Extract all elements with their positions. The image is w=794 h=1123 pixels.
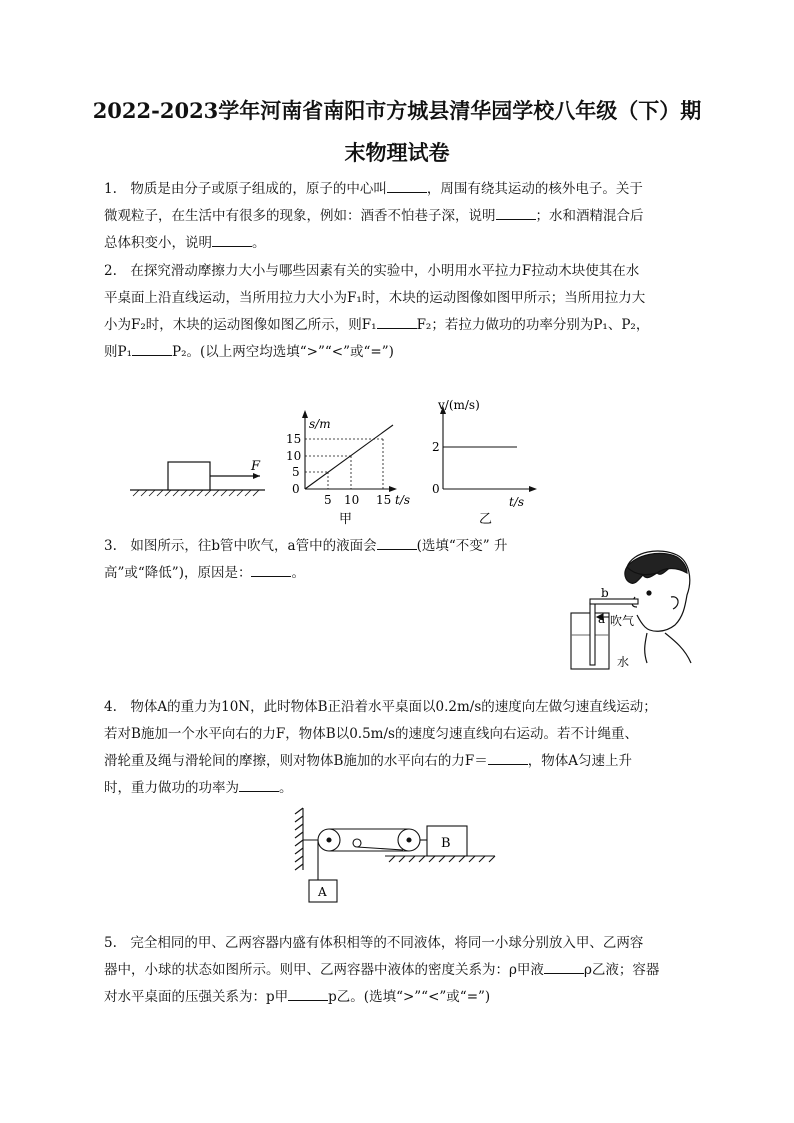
jia-x-tick: 5: [324, 493, 332, 507]
answer-blank[interactable]: [251, 562, 291, 577]
yi-caption: 乙: [479, 512, 493, 527]
paper-title-line2: 末物理试卷: [344, 140, 450, 165]
question-3: 3. 如图所示，往b管中吹气，a管中的液面会 (选填“不变” 升 高”或“降低”)，原因是： 。: [104, 533, 594, 587]
tube-a-label: a: [598, 612, 606, 626]
question-2: 2. 在探究滑动摩擦力大小与哪些因素有关的实验中，小明用水平拉力F拉动木块使其在水 平桌面上沿直线运动，当所用拉力大小为F₁时，木块的运动图像如图甲所示；当所用拉力大 小为F₂时，木块的运动图像如图乙所示，则F₁ F₂；若拉力做功的功率分别为P₁、P₂， 则P₁ P₂。(以上两空均选填“>”“<”或“=”): [104, 263, 650, 360]
question-5: 5. 完全相同的甲、乙两容器内盛有体积相等的不同液体，将同一小球分别放入甲、乙两容 器中，小球的状态如图所示。则甲、乙两容器中液体的密度关系为：ρ甲液 ρ乙液；容器 对水平桌面的压强关系为：p甲 p乙。(选填“>”“<”或“=”): [104, 935, 660, 1005]
graph-yi: [432, 398, 537, 527]
jia-y-tick: 10: [286, 449, 302, 463]
jia-y-tick: 15: [286, 432, 302, 446]
jia-y-tick: 0: [292, 482, 300, 496]
answer-blank[interactable]: [488, 750, 528, 765]
block-a-label: A: [318, 885, 327, 899]
wood-block: [168, 462, 210, 490]
yi-x-label: t/s: [509, 495, 525, 509]
boy-illustration: [625, 551, 691, 663]
jia-x-tick: 15: [376, 493, 392, 507]
answer-blank[interactable]: [212, 232, 252, 247]
answer-blank[interactable]: [544, 959, 584, 974]
block-diagram: [130, 459, 265, 496]
yi-y-tick: 2: [432, 440, 440, 454]
answer-blank[interactable]: [377, 314, 417, 329]
answer-blank[interactable]: [239, 777, 279, 792]
jia-x-label: t/s: [395, 493, 411, 507]
distance-time-line: [305, 425, 393, 489]
question-4: 4. 物体A的重力为10N，此时物体B正沿着水平桌面以0.2m/s的速度向左做匀速直线运动； 若对B施加一个水平向右的力F，物体B以0.5m/s的速度匀速直线向右运动。若不计绳重、 滑轮重及绳与滑轮间的摩擦，则对物体B施加的水平向右的力F＝ ，物体A匀速上升 时，重力做功的功率为 。: [104, 699, 657, 796]
paper-title-line1: 2022-2023学年河南省南阳市方城县清华园学校八年级（下）期: [92, 98, 702, 123]
tube-b: [590, 599, 638, 604]
answer-blank[interactable]: [377, 535, 417, 550]
answer-blank[interactable]: [496, 205, 536, 220]
yi-y-tick: 0: [432, 482, 440, 496]
force-label: F: [251, 459, 261, 474]
jia-x-tick: 10: [344, 493, 360, 507]
jia-caption: 甲: [339, 512, 353, 527]
water-label: 水: [617, 655, 630, 669]
jia-y-label: s/m: [309, 417, 331, 431]
yi-y-label: v/(m/s): [438, 398, 480, 412]
block-b-label: B: [441, 836, 451, 851]
answer-blank[interactable]: [387, 178, 427, 193]
blow-label: 吹气: [610, 614, 635, 628]
answer-blank[interactable]: [288, 986, 328, 1001]
jia-y-tick: 5: [292, 465, 300, 479]
graph-jia: [286, 410, 410, 527]
question-1: 1. 物质是由分子或原子组成的，原子的中心叫 ，周围有绕其运动的核外电子。关于 微观粒子，在生活中有很多的现象，例如：酒香不怕巷子深，说明 ；水和酒精混合后 总体积变小，说明 。: [104, 176, 704, 257]
tube-b-label: b: [601, 586, 609, 600]
figure-q4: [285, 806, 505, 911]
answer-blank[interactable]: [132, 341, 172, 356]
figure-q3: [565, 545, 700, 675]
figure-q2: [125, 392, 545, 527]
